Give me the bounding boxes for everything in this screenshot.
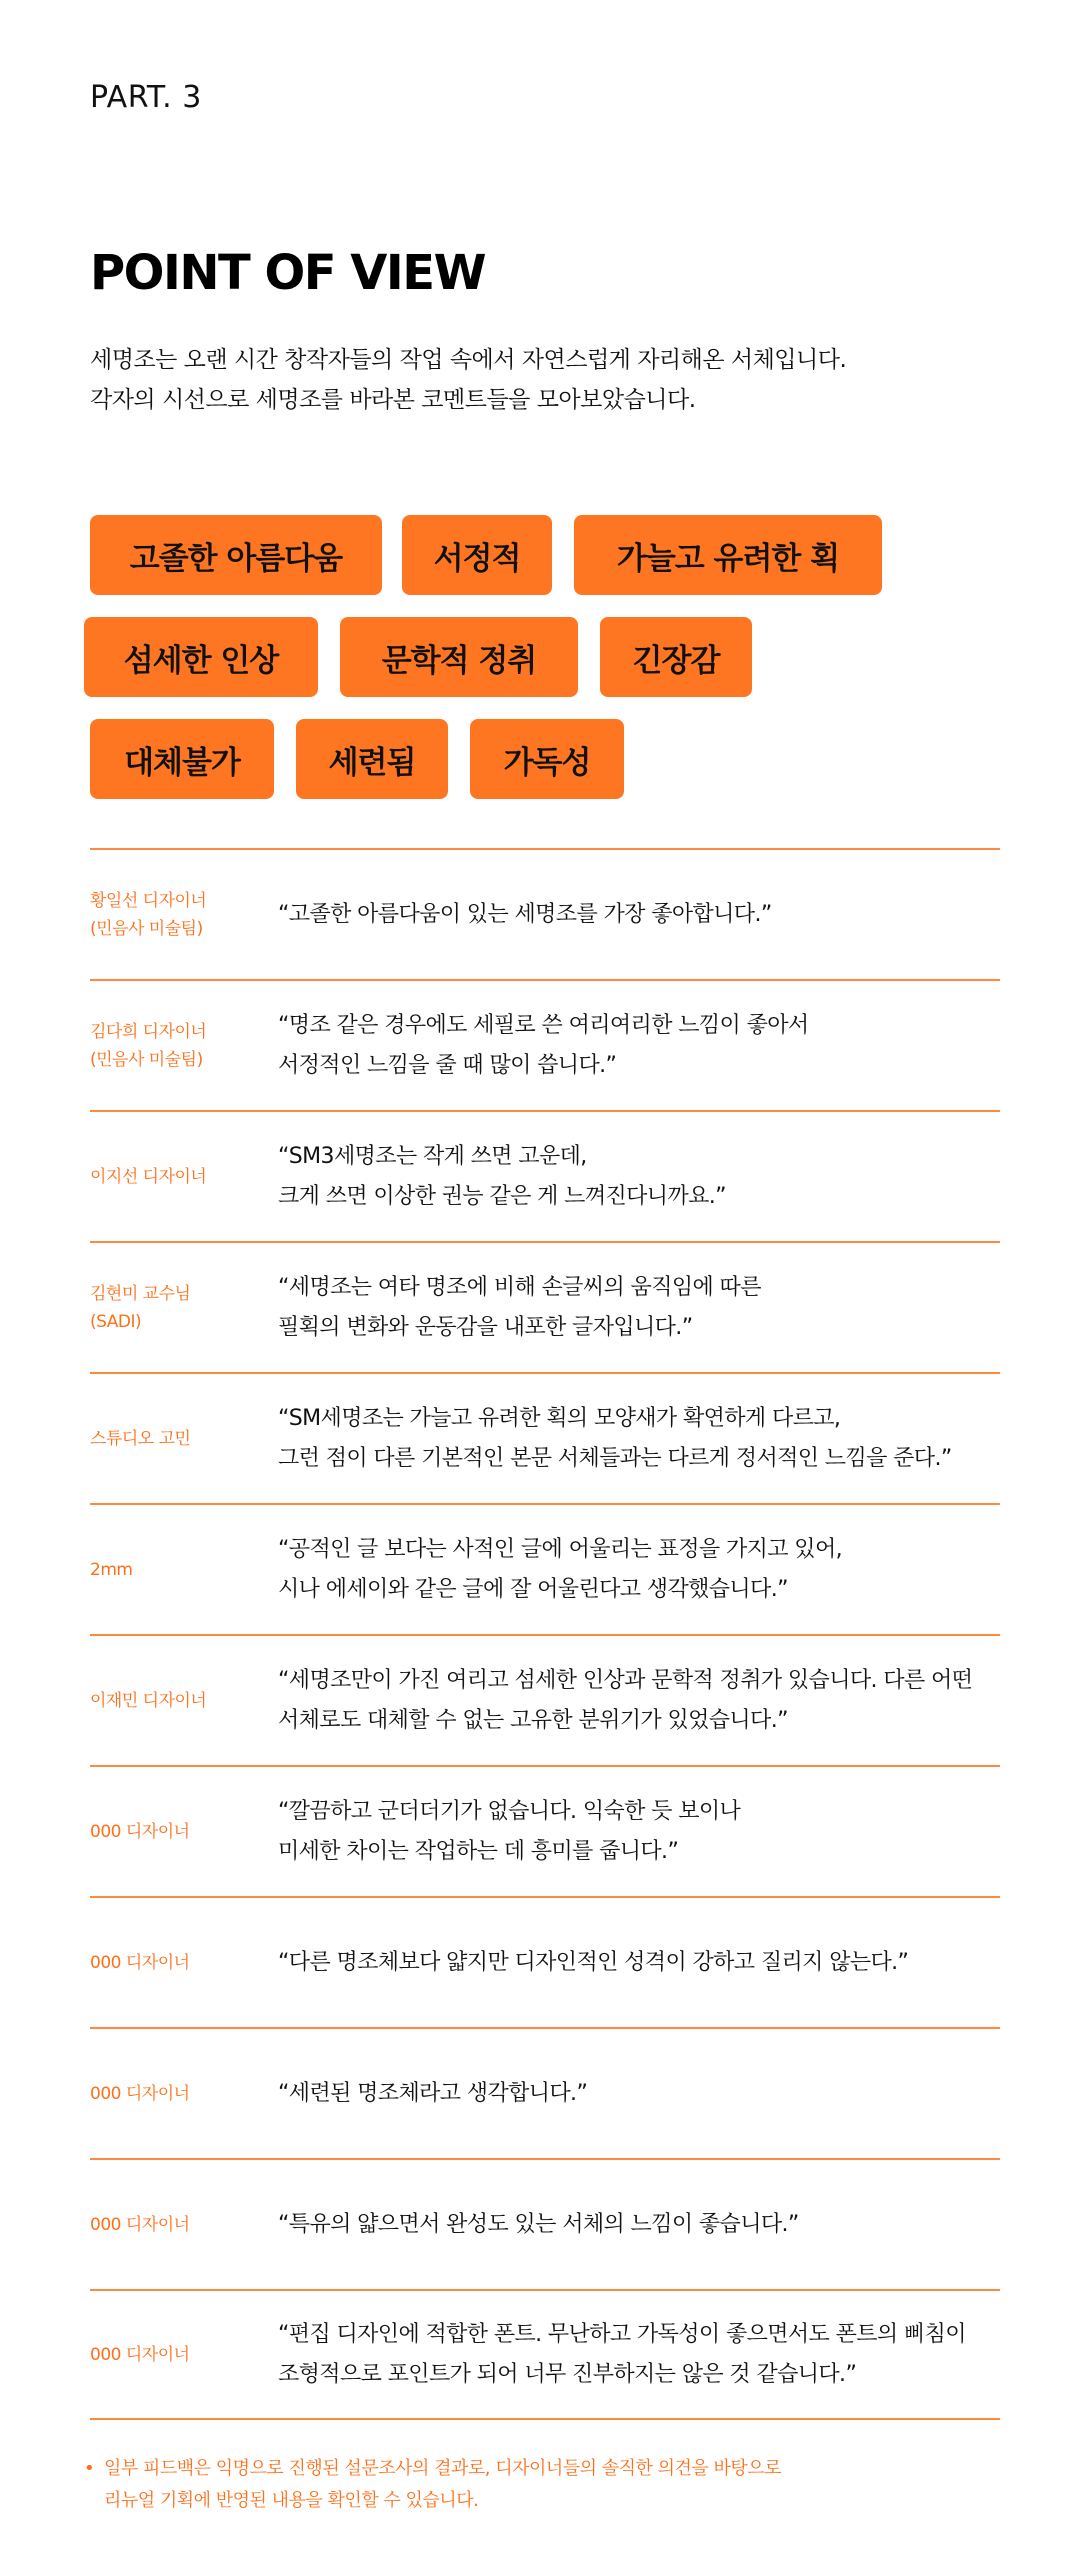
author-name: 이재민 디자이너 (90, 1690, 207, 1711)
quote-line: “세명조는 여타 명조에 비해 손글씨의 움직임에 따른 (278, 1274, 761, 1300)
author-name: 김다희 디자이너 (90, 1021, 207, 1042)
intro-line: 세명조는 오랜 시간 창작자들의 작업 속에서 자연스럽게 자리해온 서체입니다. (90, 347, 847, 373)
comment-quote (278, 1767, 1003, 1896)
quote-line: “편집 디자인에 적합한 폰트. 무난하고 가독성이 좋으면서도 폰트의 삐침이 (278, 2321, 966, 2347)
comment-author (90, 2029, 275, 2158)
intro-text (90, 340, 846, 420)
quote-line: “공적인 글 보다는 사적인 글에 어울리는 표정을 가지고 있어, (278, 1536, 842, 1562)
comment-quote (278, 2029, 1003, 2158)
quote-line: “세련된 명조체라고 생각합니다.” (278, 2080, 588, 2106)
chip-row (0, 617, 1080, 697)
comment-row (90, 1896, 1000, 2027)
author-name: 스튜디오 고민 (90, 1428, 191, 1449)
keyword-chip: 대체불가 (90, 719, 274, 799)
comment-row (90, 1110, 1000, 1241)
quote-line: “다른 명조체보다 얇지만 디자인적인 성격이 강하고 질리지 않는다.” (278, 1949, 909, 1975)
comment-row (90, 1634, 1000, 1765)
author-name: 이지선 디자이너 (90, 1166, 207, 1187)
comment-quote (278, 1636, 1003, 1765)
page-title: POINT OF VIEW (90, 245, 486, 301)
comment-author (90, 850, 275, 979)
comment-author (90, 981, 275, 1110)
quote-line: “특유의 얇으면서 완성도 있는 서체의 느낌이 좋습니다.” (278, 2211, 799, 2237)
comment-row (90, 2289, 1000, 2420)
keyword-chip: 가독성 (470, 719, 624, 799)
footnote-line: 리뉴얼 기획에 반영된 내용을 확인할 수 있습니다. (104, 2490, 479, 2511)
keyword-chip: 긴장감 (600, 617, 752, 697)
keyword-chip: 고졸한 아름다움 (90, 515, 382, 595)
comment-quote (278, 1505, 1003, 1634)
quote-line: “고졸한 아름다움이 있는 세명조를 가장 좋아합니다.” (278, 901, 772, 927)
quote-line: “SM3세명조는 작게 쓰면 고운데, (278, 1143, 587, 1169)
comment-quote (278, 981, 1003, 1110)
comment-author (90, 2160, 275, 2289)
quote-line: 시나 에세이와 같은 글에 잘 어울린다고 생각했습니다.” (278, 1576, 788, 1602)
quote-line: 미세한 차이는 작업하는 데 흥미를 줍니다.” (278, 1838, 679, 1864)
quote-line: “SM세명조는 가늘고 유려한 획의 모양새가 확연하게 다르고, (278, 1405, 841, 1431)
keyword-chip: 섬세한 인상 (84, 617, 318, 697)
quote-line: 서체로도 대체할 수 없는 고유한 분위기가 있었습니다.” (278, 1707, 788, 1733)
comment-row (90, 1372, 1000, 1503)
quote-line: 필획의 변화와 운동감을 내포한 글자입니다.” (278, 1314, 693, 1340)
keyword-chip: 서정적 (402, 515, 552, 595)
quote-line: “명조 같은 경우에도 세필로 쓴 여리여리한 느낌이 좋아서 (278, 1012, 809, 1038)
keyword-chip: 문학적 정취 (340, 617, 578, 697)
comment-author (90, 2291, 275, 2418)
author-affiliation: (민음사 미술팀) (90, 1049, 203, 1070)
author-name: 2mm (90, 1559, 133, 1580)
comment-row (90, 2158, 1000, 2289)
author-name: 000 디자이너 (90, 2214, 190, 2235)
quote-line: 크게 쓰면 이상한 권능 같은 게 느껴진다니까요.” (278, 1183, 726, 1209)
comment-author (90, 1505, 275, 1634)
comment-author (90, 1374, 275, 1503)
comment-quote (278, 1112, 1003, 1241)
comment-author (90, 1636, 275, 1765)
chip-row (0, 515, 1080, 595)
comment-quote (278, 2160, 1003, 2289)
author-name: 김현미 교수님 (90, 1283, 191, 1304)
author-name: 000 디자이너 (90, 1952, 190, 1973)
quote-line: 조형적으로 포인트가 되어 너무 진부하지는 않은 것 같습니다.” (278, 2361, 857, 2387)
comment-row (90, 848, 1000, 979)
footnote (84, 2453, 781, 2517)
quote-line: 그런 점이 다른 기본적인 본문 서체들과는 다르게 정서적인 느낌을 준다.” (278, 1445, 952, 1471)
author-affiliation: (SADI) (90, 1311, 142, 1332)
quote-line: 서정적인 느낌을 줄 때 많이 씁니다.” (278, 1052, 617, 1078)
comment-author (90, 1898, 275, 2027)
footnote-line: 일부 피드백은 익명으로 진행된 설문조사의 결과로, 디자이너들의 솔직한 의견을 바탕으로 (104, 2458, 782, 2479)
comment-author (90, 1112, 275, 1241)
comment-quote (278, 1243, 1003, 1372)
comment-quote (278, 1898, 1003, 2027)
part-label: PART. 3 (90, 80, 202, 115)
author-name: 000 디자이너 (90, 2344, 190, 2365)
intro-line: 각자의 시선으로 세명조를 바라본 코멘트들을 모아보았습니다. (90, 387, 696, 413)
author-affiliation: (민음사 미술팀) (90, 918, 203, 939)
author-name: 000 디자이너 (90, 1821, 190, 1842)
quote-line: “깔끔하고 군더더기가 없습니다. 익숙한 듯 보이나 (278, 1798, 741, 1824)
keyword-chip: 세련됨 (296, 719, 448, 799)
author-name: 000 디자이너 (90, 2083, 190, 2104)
comment-row (90, 979, 1000, 1110)
comment-row (90, 1503, 1000, 1634)
bullet-icon: • (84, 2458, 95, 2479)
comment-row (90, 2027, 1000, 2158)
comment-quote (278, 850, 1003, 979)
chip-row (0, 719, 1080, 799)
keyword-chip: 가늘고 유려한 획 (574, 515, 882, 595)
comment-quote (278, 2291, 1003, 2418)
comment-quote (278, 1374, 1003, 1503)
comment-row (90, 1765, 1000, 1896)
quote-line: “세명조만이 가진 여리고 섬세한 인상과 문학적 정취가 있습니다. 다른 어떤 (278, 1667, 973, 1693)
comment-row (90, 1241, 1000, 1372)
author-name: 황일선 디자이너 (90, 890, 207, 911)
comment-author (90, 1767, 275, 1896)
comment-author (90, 1243, 275, 1372)
